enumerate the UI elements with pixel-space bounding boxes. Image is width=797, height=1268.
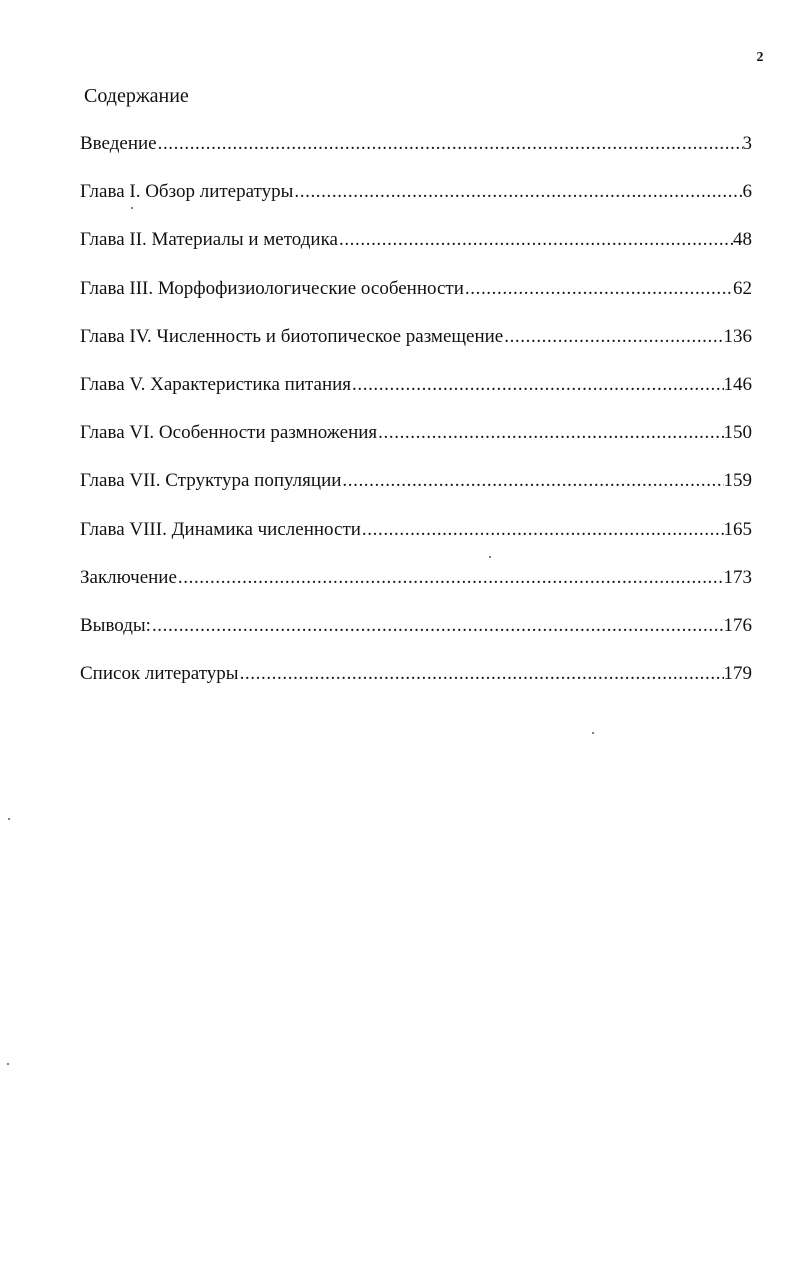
toc-entry-page: 62 — [733, 277, 752, 299]
toc-entry — [80, 564, 752, 612]
toc-dot-leader — [503, 323, 723, 351]
toc-entry — [80, 371, 752, 419]
toc-entry-page: 3 — [742, 133, 752, 154]
toc-entry — [80, 130, 752, 178]
toc-entry-page: 173 — [723, 566, 752, 588]
toc-dot-leader — [361, 516, 724, 544]
scan-speck — [7, 1063, 9, 1065]
toc-entry — [80, 178, 752, 226]
table-of-contents — [80, 130, 752, 708]
toc-entry-title: Глава VII. Структура популяции — [80, 470, 342, 492]
toc-entry-page: 48 — [733, 229, 752, 251]
scan-speck — [8, 818, 10, 820]
scan-speck — [489, 556, 491, 558]
toc-dot-leader — [338, 226, 733, 254]
toc-dot-leader — [464, 275, 733, 303]
toc-dot-leader — [151, 612, 724, 640]
toc-entry-title: Глава VIII. Динамика численности — [80, 518, 361, 540]
toc-entry-page: 165 — [723, 518, 752, 540]
toc-entry — [80, 323, 752, 371]
toc-entry-page: 176 — [723, 614, 752, 636]
toc-entry — [80, 660, 752, 708]
toc-entry — [80, 467, 752, 515]
toc-entry-page: 159 — [723, 470, 752, 492]
toc-entry-page: 179 — [723, 663, 752, 685]
toc-entry-title: Глава III. Морфофизиологические особенности — [80, 277, 464, 299]
toc-dot-leader — [351, 371, 723, 399]
toc-entry-page: 150 — [723, 422, 752, 444]
toc-dot-leader — [341, 467, 723, 495]
toc-entry-title: Глава I. Обзор литературы — [80, 181, 294, 203]
toc-dot-leader — [377, 419, 723, 447]
toc-dot-leader — [293, 178, 742, 206]
toc-entry-page: 136 — [723, 325, 752, 347]
toc-entry — [80, 612, 752, 660]
page-number: 2 — [756, 50, 764, 65]
toc-entry-title: Глава VI. Особенности размножения — [80, 422, 378, 444]
toc-entry — [80, 275, 752, 323]
toc-entry-title: Глава V. Характеристика питания — [80, 373, 352, 395]
toc-entry-page: 146 — [723, 373, 752, 395]
toc-heading: Содержание — [84, 85, 189, 107]
toc-entry-title: Глава II. Материалы и методика — [80, 229, 338, 251]
toc-dot-leader — [177, 564, 724, 592]
scan-speck — [592, 732, 594, 734]
toc-entry-page: 6 — [742, 181, 752, 203]
toc-entry-title: Список литературы — [80, 663, 239, 685]
toc-dot-leader — [239, 660, 724, 688]
scan-speck — [131, 207, 133, 209]
toc-entry — [80, 226, 752, 274]
toc-entry-title: Введение — [80, 133, 157, 154]
toc-entry-title: Выводы: — [80, 614, 151, 636]
toc-entry — [80, 419, 752, 467]
toc-entry-title: Глава IV. Численность и биотопическое размещение — [80, 325, 504, 347]
toc-dot-leader — [157, 130, 743, 158]
toc-entry-title: Заключение — [80, 566, 177, 588]
toc-entry — [80, 516, 752, 564]
